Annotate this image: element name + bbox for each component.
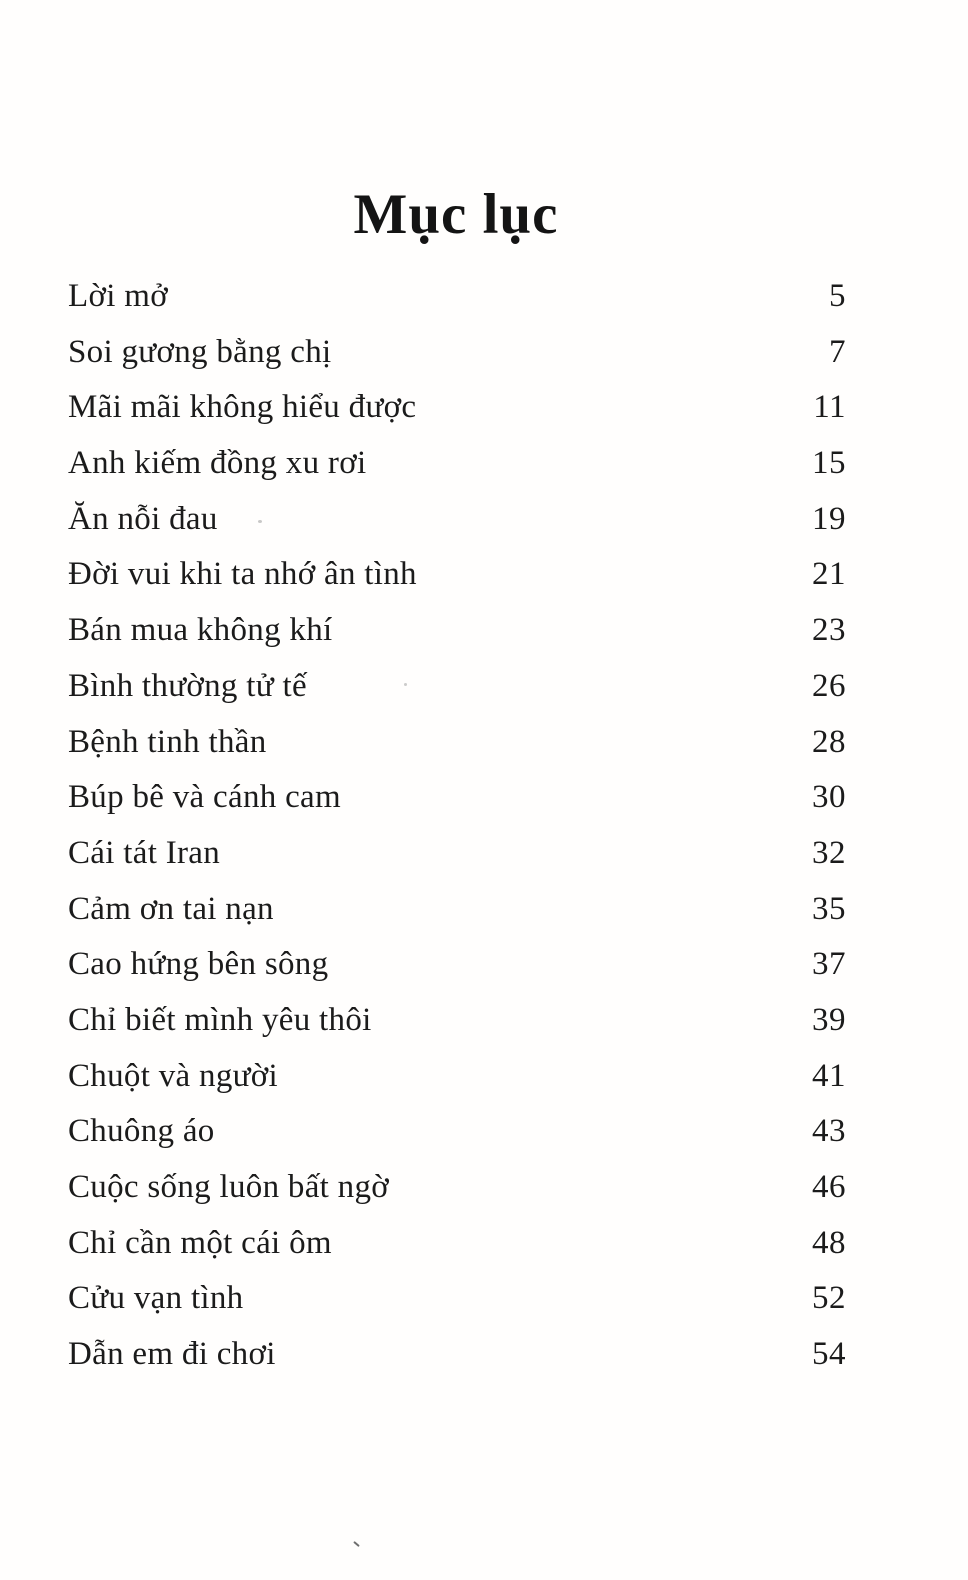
toc-entry-page: 23 — [812, 612, 846, 649]
toc-entry-page: 11 — [813, 389, 846, 426]
toc-entry-page: 19 — [812, 500, 846, 537]
toc-entry-title: Bệnh tinh thần — [68, 723, 267, 760]
toc-entry-title: Cảm ơn tai nạn — [68, 890, 274, 927]
scan-speck — [404, 683, 407, 686]
toc-entry-page: 46 — [812, 1169, 846, 1205]
toc-entry-title: Mãi mãi không hiểu được — [68, 389, 417, 426]
page-title: Mục lục — [353, 183, 559, 247]
toc-entry-title: Soi gương bằng chị — [68, 333, 332, 370]
toc-entry — [68, 1169, 846, 1225]
toc-entry — [68, 612, 846, 668]
toc-entry — [68, 668, 846, 724]
toc-entry — [68, 1336, 846, 1392]
toc-entry-title: Đời vui khi ta nhớ ân tình — [68, 556, 417, 593]
toc-entry-title: Cao hứng bên sông — [68, 946, 329, 983]
toc-entry-page: 26 — [812, 667, 846, 704]
toc-entry — [68, 556, 846, 612]
toc-entry — [68, 1058, 846, 1114]
toc-entry — [68, 835, 846, 891]
toc-entry-title: Chỉ biết mình yêu thôi — [68, 1001, 372, 1038]
toc-entry-page: 35 — [812, 890, 846, 927]
toc-entry — [68, 1280, 846, 1336]
toc-entry-page: 41 — [812, 1057, 846, 1094]
scan-speck — [353, 1541, 360, 1547]
toc-entry-title: Ăn nỗi đau — [68, 500, 218, 537]
toc-entry-title: Cuộc sống luôn bất ngờ — [68, 1169, 390, 1205]
toc-entry — [68, 389, 846, 445]
toc-entry-title: Búp bê và cánh cam — [68, 779, 341, 816]
toc-entry-title: Dẫn em đi chơi — [68, 1336, 276, 1373]
toc-entry-title: Cái tát Iran — [68, 834, 221, 871]
toc-entry-page: 43 — [812, 1113, 846, 1150]
toc-entry — [68, 724, 846, 780]
toc-entry-page: 7 — [829, 333, 846, 370]
toc-entry — [68, 779, 846, 835]
toc-entry-page: 39 — [812, 1001, 846, 1038]
toc-entry-page: 37 — [812, 946, 846, 983]
toc-entry-title: Cửu vạn tình — [68, 1280, 244, 1317]
toc-entry — [68, 1225, 846, 1281]
toc-entry — [68, 334, 846, 390]
toc-entry-title: Lời mở — [68, 278, 168, 314]
toc-entry-page: 28 — [812, 723, 846, 760]
toc-entry-title: Bán mua không khí — [68, 612, 333, 649]
toc-entry-title: Anh kiếm đồng xu rơi — [68, 445, 367, 482]
toc-entry-page: 21 — [812, 556, 846, 593]
toc-entry-page: 30 — [812, 779, 846, 816]
toc-entry-page: 48 — [812, 1224, 846, 1261]
toc-entry-page: 52 — [812, 1280, 846, 1317]
toc-entry — [68, 1113, 846, 1169]
toc-entry — [68, 946, 846, 1002]
toc-entry — [68, 891, 846, 947]
toc-entry-page: 5 — [829, 278, 846, 314]
toc-entry-title: Chuông áo — [68, 1113, 215, 1150]
toc-entry-page: 32 — [812, 834, 846, 871]
scan-speck — [258, 520, 262, 523]
toc-entry — [68, 501, 846, 557]
toc-entry — [68, 1002, 846, 1058]
toc-entry-title: Chuột và người — [68, 1057, 279, 1094]
toc-list — [68, 278, 846, 1392]
toc-entry-title: Chỉ cần một cái ôm — [68, 1224, 332, 1261]
toc-entry-title: Bình thường tử tế — [68, 667, 307, 704]
toc-entry — [68, 278, 846, 334]
toc-entry — [68, 445, 846, 501]
toc-entry-page: 54 — [812, 1336, 846, 1373]
toc-entry-page: 15 — [812, 445, 846, 482]
